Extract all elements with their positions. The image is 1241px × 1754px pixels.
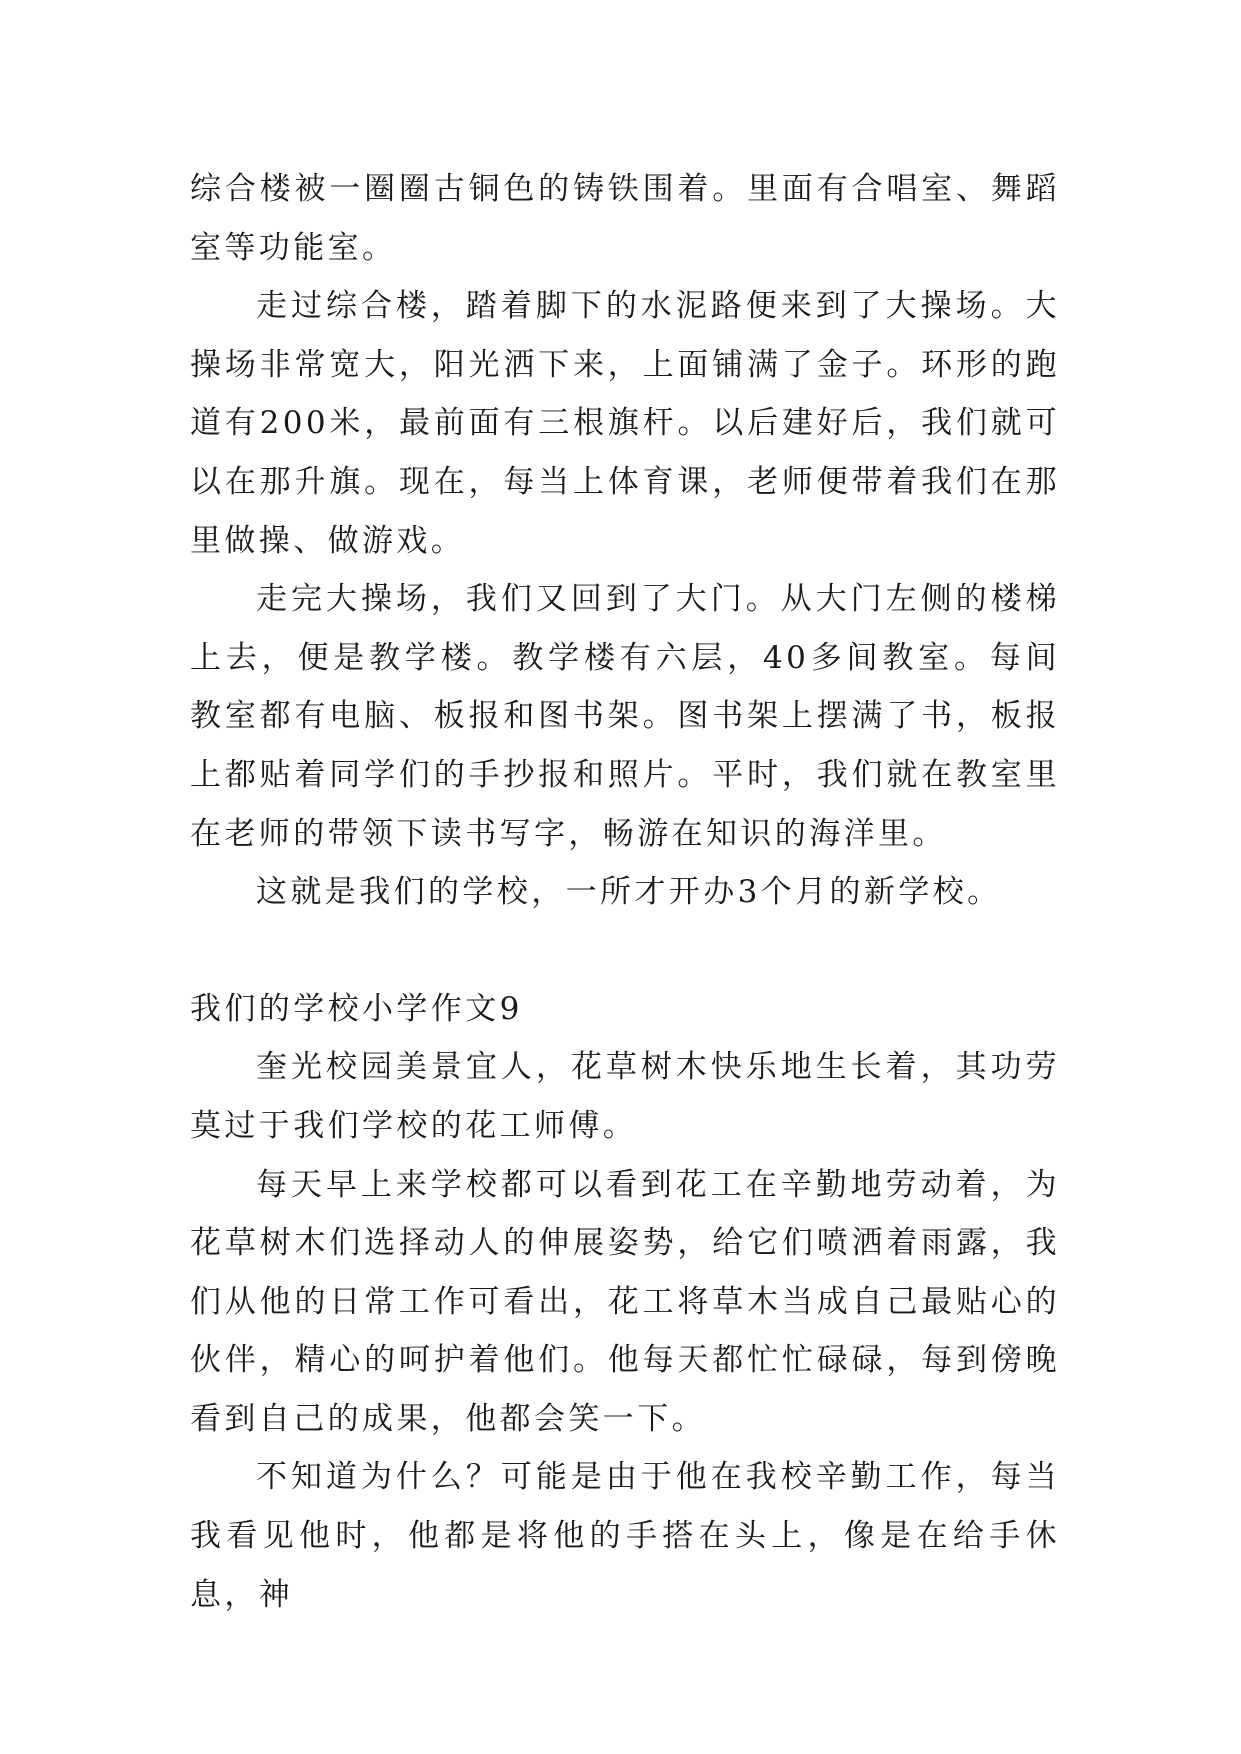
document-body <box>190 160 1060 1624</box>
paragraph-6: 每天早上来学校都可以看到花工在辛勤地劳动着，为花草树木们选择动人的伸展姿势，给它们喷洒着雨露，我们从他的日常工作可看出，花工将草木当成自己最贴心的伙伴，精心的呵护着他们。他每天都忙忙碌碌，每到傍晚看到自己的成果，他都会笑一下。 <box>190 1166 1060 1437</box>
paragraph-2: 走过综合楼，踏着脚下的水泥路便来到了大操场。大操场非常宽大，阳光洒下来，上面铺满了金子。环形的跑道有200米，最前面有三根旗杆。以后建好后，我们就可以在那升旗。现在，每当上体育课，老师便带着我们在那里做操、做游戏。 <box>190 288 1060 559</box>
paragraph-7: 不知道为什么？可能是由于他在我校辛勤工作，每当我看见他时，他都是将他的手搭在头上，像是在给手休息，神 <box>190 1459 1060 1613</box>
section-title: 我们的学校小学作文9 <box>190 990 523 1027</box>
paragraph-4: 这就是我们的学校，一所才开办3个月的新学校。 <box>256 874 1002 911</box>
paragraph-3: 走完大操场，我们又回到了大门。从大门左侧的楼梯上去，便是教学楼。教学楼有六层，40多间教室。每间教室都有电脑、板报和图书架。图书架上摆满了书，板报上都贴着同学们的手抄报和照片。平时，我们就在教室里在老师的带领下读书写字，畅游在知识的海洋里。 <box>190 581 1060 852</box>
paragraph-5: 奎光校园美景宜人，花草树木快乐地生长着，其功劳莫过于我们学校的花工师傅。 <box>190 1049 1060 1144</box>
paragraph-1: 综合楼被一圈圈古铜色的铸铁围着。里面有合唱室、舞蹈室等功能室。 <box>190 171 1060 266</box>
